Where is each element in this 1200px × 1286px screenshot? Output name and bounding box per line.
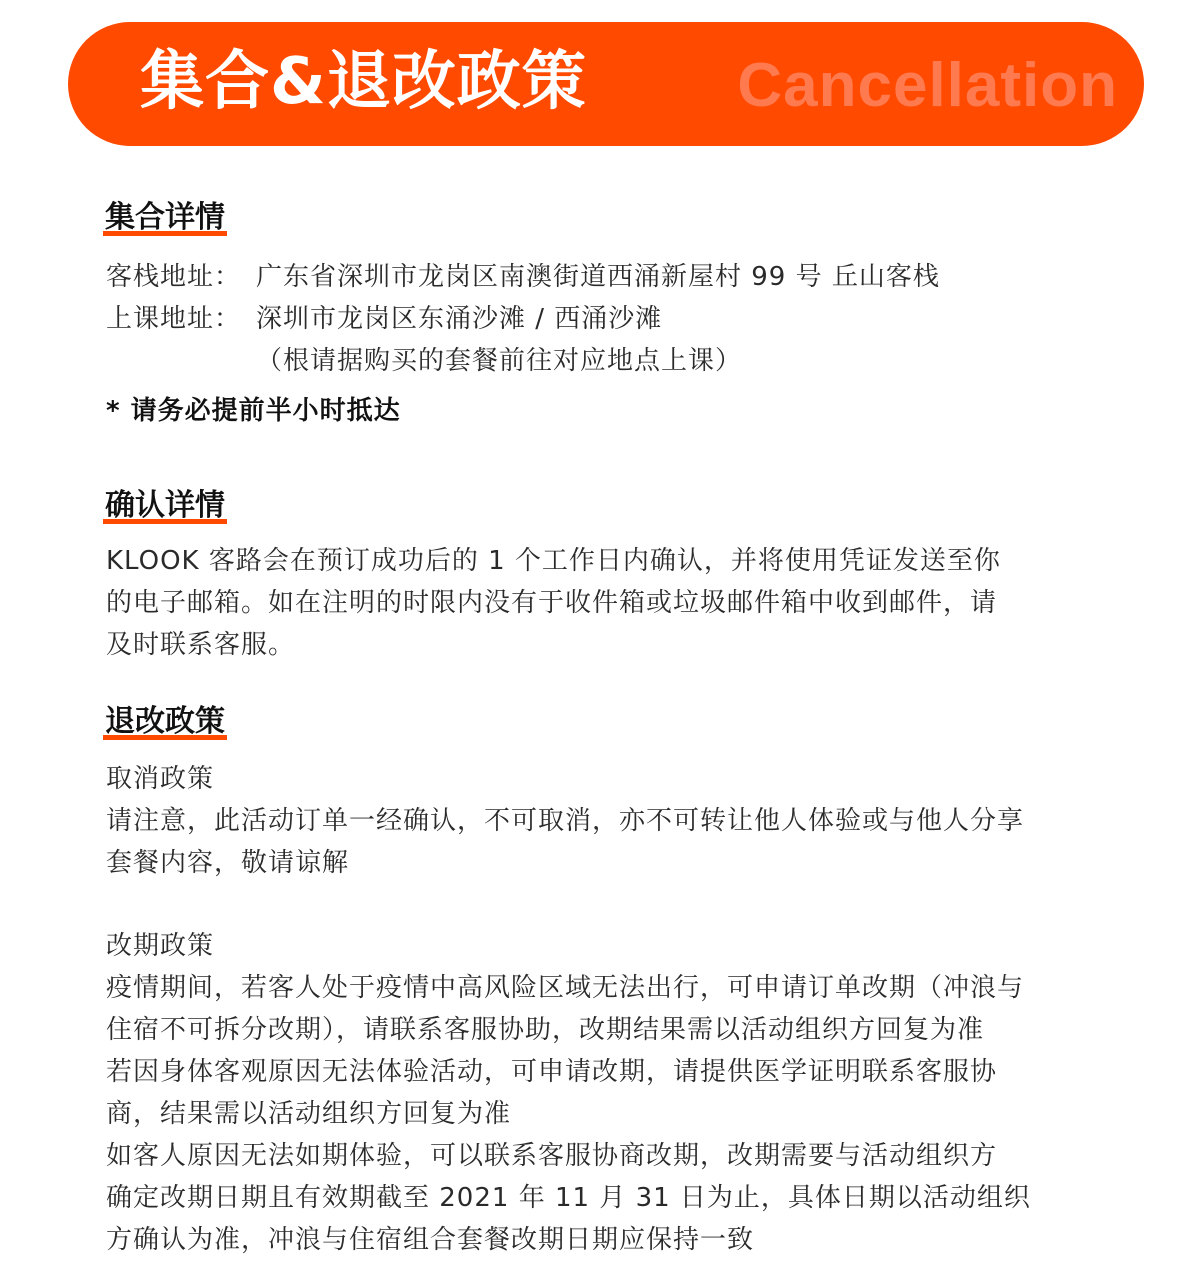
cancel-policy-line: 请注意，此活动订单一经确认，不可取消，亦不可转让他人体验或与他人分享 bbox=[106, 806, 1025, 836]
arrival-note: * 请务必提前半小时抵达 bbox=[106, 396, 401, 426]
class-address-label: 上课地址： bbox=[106, 304, 242, 334]
banner-subtitle: Cancellation bbox=[737, 51, 1118, 120]
class-address-note: （根请据购买的套餐前往对应地点上课） bbox=[256, 346, 743, 376]
reschedule-policy-line: 商，结果需以活动组织方回复为准 bbox=[106, 1099, 512, 1129]
reschedule-policy-line: 疫情期间，若客人处于疫情中高风险区域无法出行，可申请订单改期（冲浪与 bbox=[106, 973, 1025, 1003]
confirmation-text bbox=[106, 540, 1001, 666]
meeting-details bbox=[106, 256, 940, 382]
cancel-policy-title: 取消政策 bbox=[106, 764, 215, 794]
class-address-value: 深圳市龙岗区东涌沙滩 / 西涌沙滩 bbox=[256, 304, 663, 334]
inn-address-row bbox=[106, 256, 940, 298]
class-address-note-row bbox=[106, 340, 940, 382]
inn-address-value: 广东省深圳市龙岗区南澳街道西涌新屋村 99 号 丘山客栈 bbox=[256, 262, 940, 292]
cancel-policy-line: 套餐内容，敬请谅解 bbox=[106, 848, 350, 878]
reschedule-policy-line: 如客人原因无法如期体验，可以联系客服协商改期，改期需要与活动组织方 bbox=[106, 1141, 998, 1171]
banner-title: 集合&退改政策 bbox=[140, 45, 587, 119]
reschedule-policy-title: 改期政策 bbox=[106, 931, 215, 961]
reschedule-policy-line: 若因身体客观原因无法体验活动，可申请改期，请提供医学证明联系客服协 bbox=[106, 1057, 998, 1087]
class-address-row bbox=[106, 298, 940, 340]
confirmation-line: KLOOK 客路会在预订成功后的 1 个工作日内确认，并将使用凭证发送至你 bbox=[106, 546, 1001, 576]
confirmation-heading: 确认详情 bbox=[105, 488, 225, 523]
header-banner bbox=[68, 22, 1144, 146]
confirmation-line: 及时联系客服。 bbox=[106, 630, 296, 660]
reschedule-policy-line: 确定改期日期且有效期截至 2021 年 11 月 31 日为止，具体日期以活动组织 bbox=[106, 1183, 1031, 1213]
confirmation-line: 的电子邮箱。如在注明的时限内没有于收件箱或垃圾邮件箱中收到邮件，请 bbox=[106, 588, 998, 618]
reschedule-policy-line: 方确认为准，冲浪与住宿组合套餐改期日期应保持一致 bbox=[106, 1225, 755, 1255]
reschedule-policy bbox=[106, 925, 1031, 1261]
inn-address-label: 客栈地址： bbox=[106, 262, 242, 292]
cancel-policy bbox=[106, 758, 1024, 884]
policy-heading: 退改政策 bbox=[105, 704, 225, 739]
reschedule-policy-line: 住宿不可拆分改期），请联系客服协助，改期结果需以活动组织方回复为准 bbox=[106, 1015, 985, 1045]
meeting-heading: 集合详情 bbox=[105, 200, 225, 235]
